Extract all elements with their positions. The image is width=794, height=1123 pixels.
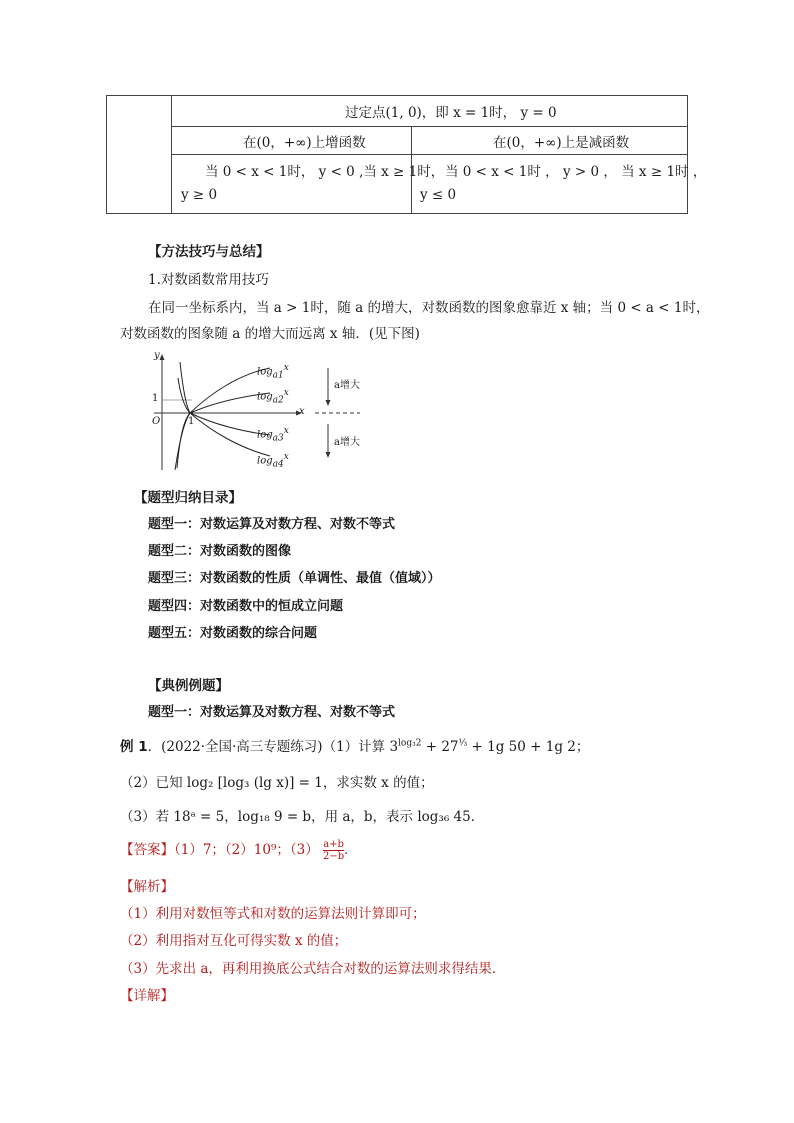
analysis-item: （2）利用指对互化可得实数 x 的值； <box>120 933 348 949</box>
catalog-item: 题型二：对数函数的图像 <box>148 544 292 559</box>
example-type-1: 题型一：对数运算及对数方程、对数不等式 <box>148 705 396 720</box>
table-cell-decreasing-sign-a: 当 0 < x < 1时 ， y > 0 ， 当 x ≥ 1时 ， <box>445 164 707 180</box>
answer-line: 【答案】（1）7；（2）10⁹；（3） $\frac{a+b}{2-b}$ ． <box>120 839 358 862</box>
figure-y-tick-1: 1 <box>152 393 159 404</box>
example-1-source: ．(2022·全国·高三专题练习)（1）计算 <box>147 739 386 755</box>
analysis-item: （1）利用对数恒等式和对数的运算法则计算即可； <box>120 906 426 922</box>
method-paragraph-line-1: 在同一坐标系内，当 a > 1时，随 a 的增大，对数函数的图象愈靠近 x 轴；当 0 < a < 1时， <box>148 300 710 316</box>
example-1-expression: $3^{log_32} + 27^{\frac{1}{3}} + 1g$ 50 + 1g 2； <box>389 738 590 755</box>
curve-label-a1: $\log_{a1}^x$ <box>257 363 289 381</box>
arrow-label-bottom: a增大 <box>334 437 360 448</box>
curve-label-a3: $\log_{a3}^x$ <box>257 426 289 444</box>
arrow-label-top: a增大 <box>334 380 360 391</box>
method-heading: 【方法技巧与总结】 <box>148 244 270 260</box>
catalog-item: 题型五：对数函数的综合问题 <box>148 626 318 641</box>
catalog-item: 题型四：对数函数中的恒成立问题 <box>148 599 344 614</box>
table-cell-increasing-sign-b: y ≥ 0 <box>181 187 218 203</box>
method-paragraph-line-2: 对数函数的图象随 a 的增大而远离 x 轴．(见下图) <box>120 326 420 342</box>
catalog-item: 题型一：对数运算及对数方程、对数不等式 <box>148 517 396 532</box>
catalog-heading: 【题型归纳目录】 <box>134 490 242 506</box>
table-cell-decreasing: 在(0，+∞)上是减函数 <box>493 135 630 151</box>
curve-label-a2: $\log_{a2}^x$ <box>257 388 289 406</box>
figure-x-axis-label: x <box>299 406 305 417</box>
catalog-item: 题型三：对数函数的性质（单调性、最值（值域）） <box>148 571 441 586</box>
table-cell-decreasing-sign-b: y ≤ 0 <box>420 187 457 203</box>
table-divider <box>171 154 688 155</box>
curve-label-a4: $\log_{a4}^x$ <box>257 452 289 470</box>
answer-fraction: $\frac{a+b}{2-b}$ <box>323 839 345 862</box>
analysis-item: （3）先求出 a，再利用换底公式结合对数的运算法则求得结果． <box>120 961 506 977</box>
table-divider <box>171 126 688 127</box>
example-1-question-1 <box>120 735 589 755</box>
example-1-question-3: （3）若 18ᵃ = 5，log₁₈ 9 = b，用 a，b，表示 log₃₆ 45． <box>120 809 485 825</box>
examples-heading: 【典例例题】 <box>148 678 229 694</box>
table-cell-increasing: 在(0，+∞)上增函数 <box>243 135 366 151</box>
analysis-heading: 【解析】 <box>120 879 174 895</box>
figure-y-axis-label: y <box>154 350 160 361</box>
table-cell-increasing-sign-a: 当 0 < x < 1时， y < 0 ,当 x ≥ 1时， <box>205 164 445 180</box>
figure-x-tick-1: 1 <box>188 416 195 427</box>
method-item-1: 1.对数函数常用技巧 <box>148 272 269 288</box>
example-1-question-2: （2）已知 log₂ [log₃ (lg x)] = 1，求实数 x 的值； <box>120 775 434 791</box>
example-1-label: 例 1 <box>120 739 148 755</box>
figure-origin-label: O <box>152 416 161 427</box>
table-row-fixed-point: 过定点(1, 0)，即 x = 1时， y = 0 <box>345 105 557 121</box>
detail-heading: 【详解】 <box>120 988 174 1004</box>
